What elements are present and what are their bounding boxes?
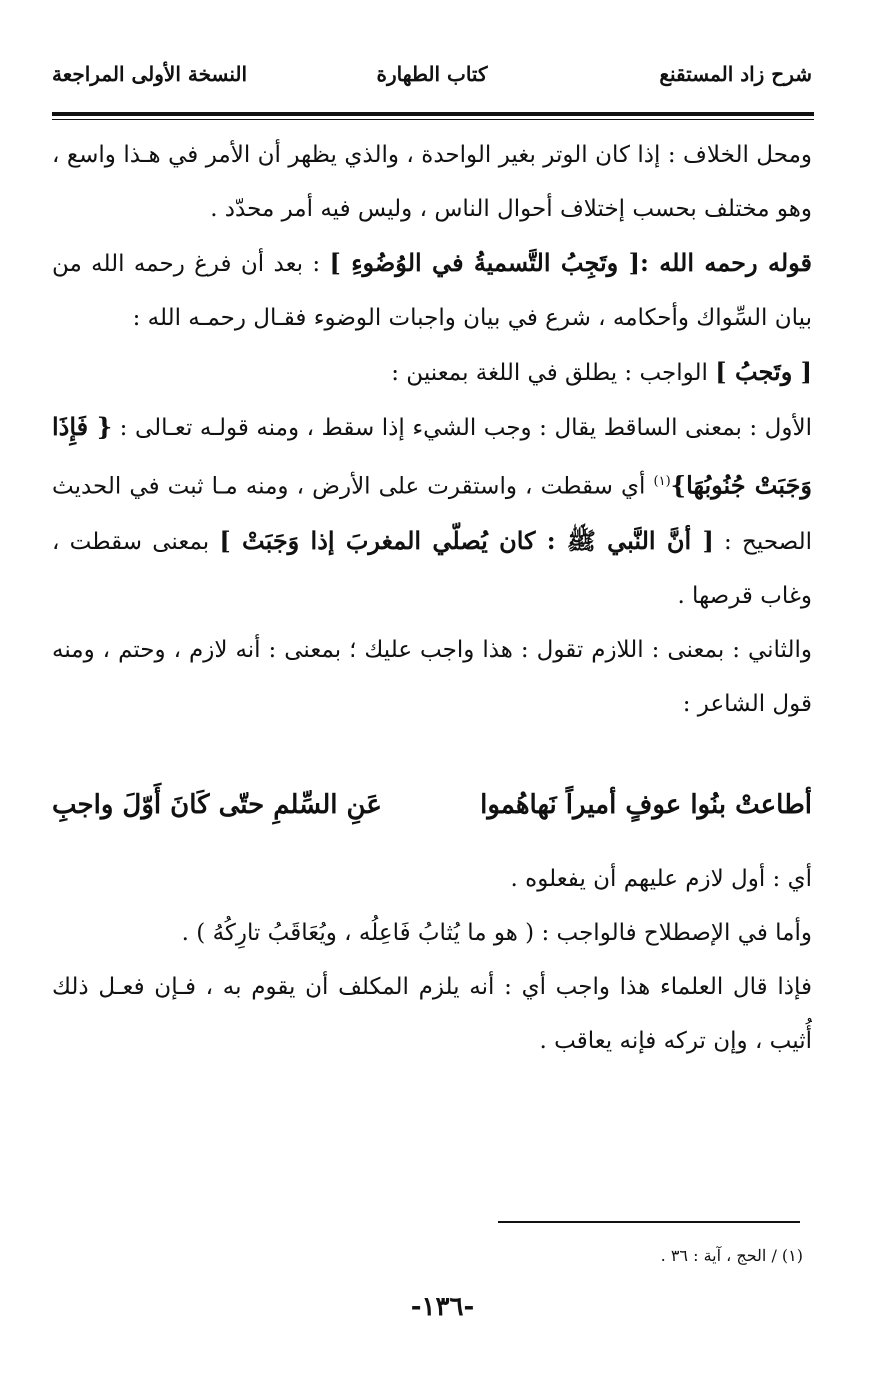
paragraph-tasmiya-text: : بعد أن فرغ رحمه الله من بيان السِّواك وأحكامه ، شرع في بيان واجبات الوضوء فقـال رحمـه الله :	[52, 251, 812, 331]
first-meaning-explanation: أي سقطت ، واستقرت على الأرض ، ومنه مـا ثبت في الحديث الصحيح :	[52, 473, 813, 555]
footnote: (١) / الحج ، آية : ٣٦ .	[660, 1246, 803, 1265]
page-number: -١٣٦-	[410, 1292, 475, 1322]
paragraph-technical-definition: وأما في الإصطلاح فالواجب : ( هو ما يُثابُ فَاعِلُه ، ويُعَاقَبُ تارِكُهُ ) .	[181, 920, 812, 946]
header-edition-note: النسخة الأولى المراجعة	[52, 62, 248, 86]
first-meaning-conclusion: بمعنى سقطت ، وغاب قرصها .	[52, 528, 812, 609]
paragraph-verse-explanation: أي : أول لازم عليهم أن يفعلوه .	[510, 866, 812, 892]
verse-first-hemistich: أطاعتْ بنُوا عوفٍ أميراً نَهاهُموا	[480, 790, 812, 820]
main-text	[52, 128, 812, 731]
hadith-quote: [ أنَّ النَّبي ﷺ : كان يُصلّي المغربَ إذا وَجَبَتْ ]	[219, 525, 714, 555]
header-book-title: شرح زاد المستقنع	[659, 62, 812, 86]
paragraph-wajib-definition	[52, 345, 812, 400]
footnote-ref: (١)	[653, 474, 671, 489]
paragraph-wajib-text: الواجب : يطلق في اللغة بمعنين :	[391, 360, 716, 386]
quoted-matn-tasmiya: قوله رحمه الله :[ وتَجِبُ التَّسميةُ في الوُضُوءِ ]	[329, 248, 812, 277]
paragraph-tasmiya	[52, 236, 812, 345]
paragraph-scholars-usage: فإذا قال العلماء هذا واجب أي : أنه يلزم المكلف أن يقوم به ، فـإن فعـل ذلك أُثيب ، وإن تركه فإنه يعاقب .	[52, 974, 812, 1054]
paragraph-second-meaning: والثاني : بمعنى : اللازم تقول : هذا واجب عليك ؛ بمعنى : أنه لازم ، وحتم ، ومنه قول الشاعر :	[52, 636, 812, 717]
quoted-matn-tajib: [ وتَجبُ ]	[715, 357, 812, 386]
paragraph-first-meaning	[52, 400, 812, 623]
header-rule-thin	[52, 119, 814, 120]
main-text-continued	[52, 852, 812, 1068]
footnote-separator	[498, 1221, 800, 1223]
running-header	[52, 62, 812, 102]
header-chapter-title: كتاب الطهارة	[376, 62, 488, 86]
first-meaning-intro: الأول : بمعنى الساقط يقال : وجب الشيء إذا سقط ، ومنه قولـه تعـالى :	[119, 415, 813, 441]
verse-second-hemistich: عَنِ السِّلمِ حتّى كَانَ أَوّلَ واجبِ	[52, 790, 382, 820]
poetry-verse	[52, 790, 812, 840]
header-rule-thick	[52, 112, 814, 116]
quran-verse: { فَإِذَا وَجَبَتْ جُنُوبُهَا}	[52, 412, 812, 500]
paragraph-disagreement: ومحل الخلاف : إذا كان الوتر بغير الواحدة ، والذي يظهر أن الأمر في هـذا واسع ، وهو مختلف بحسب إختلاف أحوال الناس ، وليس فيه أمر محدّد .	[52, 142, 812, 222]
